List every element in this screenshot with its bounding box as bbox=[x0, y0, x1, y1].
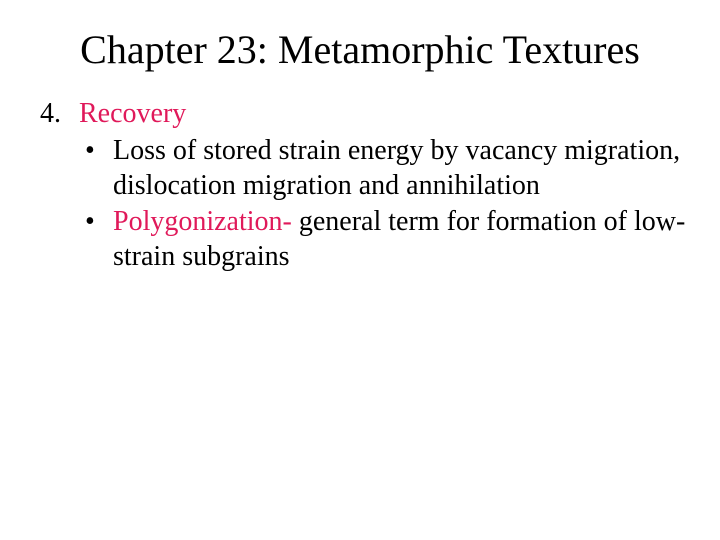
bullet-text: general term for formation of low-strain subgrains bbox=[113, 206, 686, 272]
section-heading bbox=[40, 96, 700, 132]
bullet-term: Polygonization- bbox=[113, 206, 292, 237]
bullet-list bbox=[40, 133, 700, 274]
bullet-item bbox=[40, 204, 700, 274]
bullet-icon: • bbox=[85, 206, 95, 237]
outline-body bbox=[40, 96, 700, 274]
section-heading-text: Recovery bbox=[79, 98, 187, 129]
bullet-item bbox=[40, 133, 700, 203]
bullet-text: Loss of stored strain energy by vacancy migration, dislocation migration and annihilation bbox=[113, 135, 681, 201]
bullet-icon: • bbox=[85, 135, 95, 166]
slide-title: Chapter 23: Metamorphic Textures bbox=[80, 27, 640, 72]
section-number: 4. bbox=[40, 98, 61, 129]
